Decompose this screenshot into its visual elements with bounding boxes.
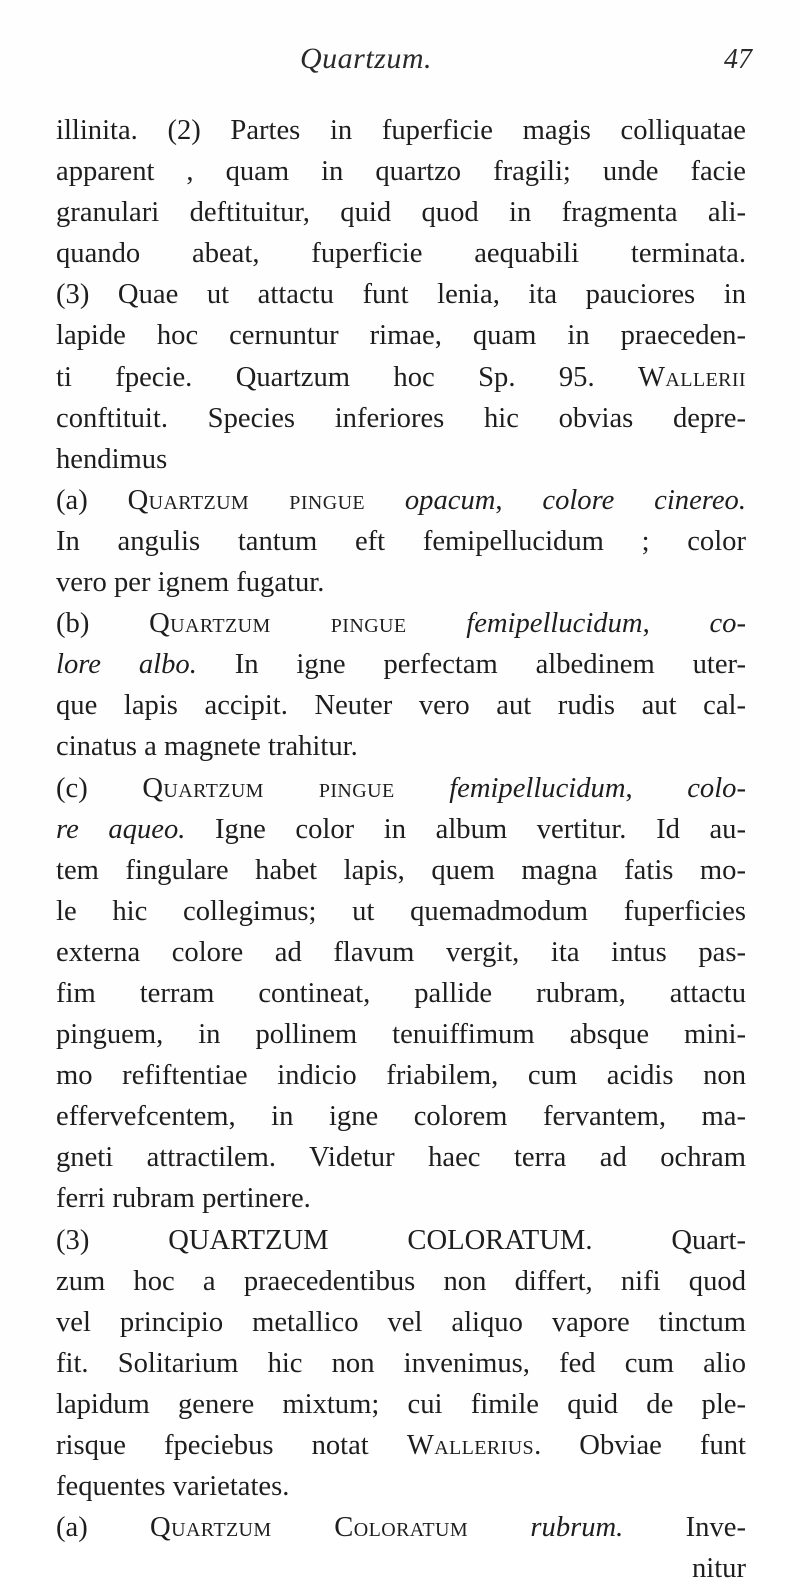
- text-segment: Igne color in album vertitur. Id au-: [185, 813, 746, 845]
- text-segment: ti fpecie. Quartzum hoc Sp. 95.: [56, 361, 639, 393]
- text-segment: conftituit. Species inferiores hic obvias depre-: [56, 402, 746, 434]
- italic-text: re aqueo.: [56, 813, 186, 845]
- text-line: [56, 1343, 746, 1384]
- text-segment: (a): [56, 1512, 151, 1544]
- text-segment: In igne perfectam albedinem uter-: [196, 649, 746, 681]
- small-caps-text: Quartzum pingue: [127, 484, 366, 516]
- text-line: [56, 1548, 746, 1589]
- page-number: 47: [724, 44, 752, 75]
- text-segment: (3) QUARTZUM COLORATUM. Quart-: [56, 1224, 746, 1256]
- text-line: [56, 685, 746, 726]
- text-line: [56, 1178, 746, 1219]
- text-line: [56, 274, 746, 315]
- text-line: [56, 192, 746, 233]
- italic-text: colore cinereo.: [542, 484, 746, 516]
- text-segment: apparent , quam in quartzo fragili; unde facie: [56, 156, 746, 188]
- text-segment: fim terram contineat, pallide rubram, attactu: [56, 977, 746, 1009]
- text-segment: zum hoc a praecedentibus non differt, nifi quod: [56, 1265, 746, 1297]
- text-segment: que lapis accipit. Neuter vero aut rudis aut cal-: [56, 690, 746, 722]
- text-line: [56, 151, 746, 192]
- text-segment: [407, 608, 467, 639]
- text-segment: risque fpeciebus notat: [56, 1430, 407, 1461]
- text-line: [56, 1261, 746, 1302]
- text-line: [56, 480, 746, 521]
- text-segment: granulari deftituitur, quid quod in fragmenta ali-: [56, 197, 746, 229]
- small-caps-text: Wallerius: [406, 1430, 535, 1461]
- text-line: [56, 562, 746, 603]
- text-line: [56, 1302, 746, 1343]
- text-line: [56, 1220, 746, 1261]
- text-segment: cinatus a magnete trahitur.: [56, 731, 358, 763]
- text-segment: (a): [56, 484, 128, 516]
- italic-text: colo-: [687, 772, 746, 804]
- text-segment: tem fingulare habet lapis, quem magna fatis mo-: [56, 854, 746, 886]
- text-segment: vero per ignem fugatur.: [56, 567, 325, 599]
- text-line: [56, 891, 746, 932]
- text-segment: effervefcentem, in igne colorem fervantem, ma-: [56, 1101, 746, 1133]
- text-segment: lapide hoc cernuntur rimae, quam in praeceden-: [56, 320, 746, 352]
- text-line: [56, 1425, 746, 1466]
- text-line: [56, 1014, 746, 1055]
- text-segment: fequentes varietates.: [56, 1471, 290, 1503]
- text-line: [56, 809, 746, 850]
- body-text: [56, 110, 746, 1589]
- text-segment: quando abeat, fuperficie aequabili terminata.: [56, 238, 746, 270]
- text-segment: illinita. (2) Partes in fuperficie magis colliquatae: [56, 115, 746, 146]
- text-segment: lapidum genere mixtum; cui fimile quid de ple-: [56, 1388, 746, 1420]
- text-line: [56, 850, 746, 891]
- italic-text: rubrum.: [530, 1512, 624, 1544]
- text-segment: In angulis tantum eft femipellucidum ; color: [56, 525, 746, 557]
- running-head: [0, 42, 800, 86]
- running-title: Quartzum.: [300, 42, 433, 75]
- text-segment: vel principio metallico vel aliquo vapore tinctum: [56, 1306, 746, 1338]
- text-segment: [395, 773, 450, 804]
- text-line: [56, 1384, 746, 1425]
- text-line: [56, 768, 746, 809]
- text-segment: nitur: [691, 1553, 746, 1585]
- text-line: [56, 644, 746, 685]
- italic-text: lore albo.: [56, 649, 197, 681]
- text-segment: ,: [642, 608, 710, 640]
- text-line: [56, 315, 746, 356]
- small-caps-text: Quartzum pingue: [142, 772, 395, 804]
- text-line: [56, 1466, 746, 1507]
- text-segment: ferri rubram pertinere.: [56, 1183, 311, 1215]
- text-line: [56, 932, 746, 973]
- small-caps-text: Wallerii: [638, 361, 746, 393]
- text-line: [56, 110, 746, 151]
- italic-text: co-: [709, 608, 746, 640]
- text-line: [56, 233, 746, 274]
- text-line: [56, 603, 746, 644]
- text-line: [56, 521, 746, 562]
- text-segment: pinguem, in pollinem tenuiffimum absque mini-: [56, 1019, 746, 1051]
- text-segment: ,: [625, 772, 688, 804]
- text-segment: . Obviae funt: [534, 1430, 746, 1461]
- text-segment: ,: [495, 484, 543, 516]
- text-line: [56, 1137, 746, 1178]
- text-line: [56, 726, 746, 767]
- text-segment: mo refiftentiae indicio friabilem, cum acidis non: [56, 1060, 746, 1092]
- italic-text: femipellucidum: [449, 772, 626, 804]
- text-line: [56, 398, 746, 439]
- text-line: [56, 1507, 746, 1548]
- text-line: [56, 357, 746, 398]
- small-caps-text: Quartzum Coloratum: [150, 1512, 469, 1544]
- text-segment: Inve-: [623, 1512, 746, 1544]
- text-segment: gneti attractilem. Videtur haec terra ad ochram: [56, 1142, 746, 1174]
- small-caps-text: Quartzum pingue: [149, 608, 407, 640]
- text-line: [56, 439, 746, 480]
- text-segment: (c): [56, 772, 143, 804]
- text-line: [56, 1055, 746, 1096]
- text-segment: hendimus: [56, 443, 168, 475]
- text-line: [56, 973, 746, 1014]
- italic-text: femipellucidum: [466, 608, 643, 640]
- text-segment: (3) Quae ut attactu funt lenia, ita pauciores in: [56, 279, 746, 311]
- text-segment: [468, 1512, 530, 1543]
- text-segment: (b): [56, 608, 150, 640]
- text-segment: fit. Solitarium hic non invenimus, fed cum alio: [56, 1347, 746, 1379]
- text-segment: externa colore ad flavum vergit, ita intus pas-: [56, 936, 746, 968]
- italic-text: opacum: [404, 484, 496, 516]
- text-line: [56, 1096, 746, 1137]
- text-segment: le hic collegimus; ut quemadmodum fuperficies: [56, 895, 746, 927]
- text-segment: [365, 485, 405, 516]
